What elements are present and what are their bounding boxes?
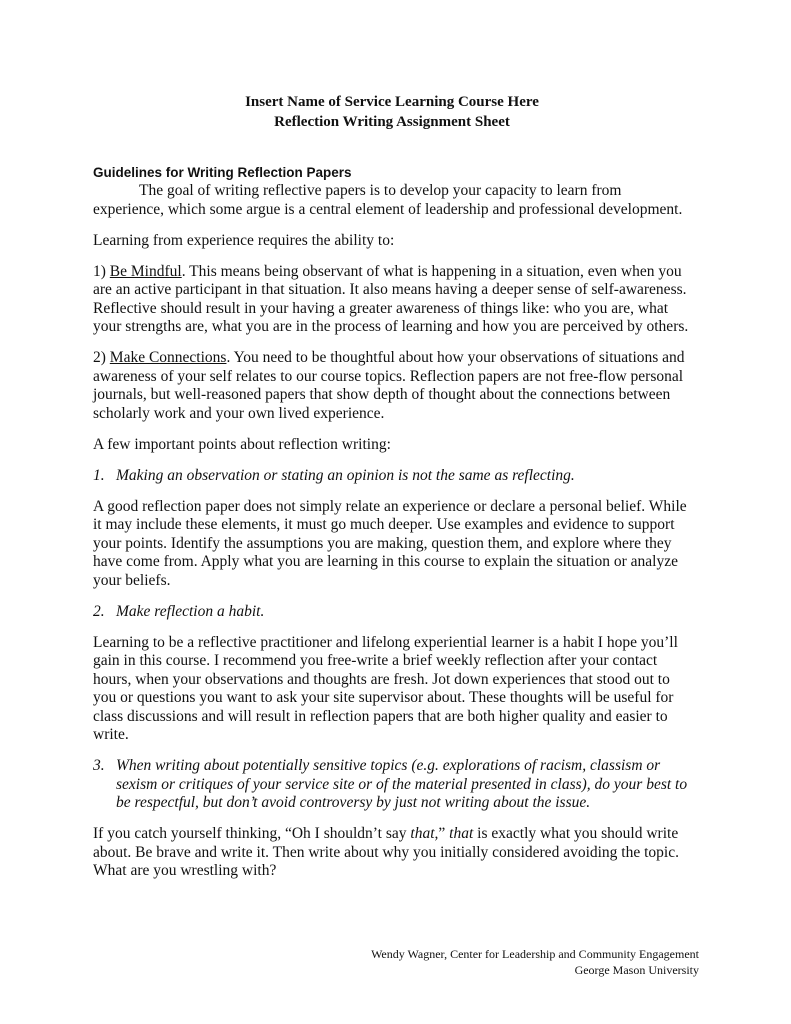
point-number: 1. xyxy=(93,466,105,484)
intro-paragraph: The goal of writing reflective papers is to develop your capacity to learn from experience, which some argue is a central element of leadership and professional development. xyxy=(93,182,683,218)
ability-number: 2) xyxy=(93,349,106,366)
ability-make-connections xyxy=(93,349,691,423)
sheet-title: Reflection Writing Assignment Sheet xyxy=(274,114,510,130)
ability-text: . You need to be thoughtful about how your observations of situations and awareness of your self relates to our course topics. Reflection papers are not free-flow personal journals, but well-reasoned papers that show depth of thought about the connections between scholarly work and your own lived experience. xyxy=(93,349,685,422)
point-number: 3. xyxy=(93,757,105,774)
ability-be-mindful xyxy=(93,263,691,337)
ability-intro: Learning from experience requires the ability to: xyxy=(93,231,395,249)
closing-text: is exactly what you should write about. Be brave and write it. Then write about why you initially considered avoiding the topic. What are you wrestling with? xyxy=(93,825,679,879)
point-1-body: A good reflection paper does not simply relate an experience or declare a personal belief. While it may include these elements, it must go much deeper. Use examples and evidence to support your points. Identify the assumptions you are making, question them, and explore where they have come from. Apply what you are learning in this course to explain the situation or analyze your beliefs. xyxy=(93,497,687,589)
ability-title: Make Connections xyxy=(109,349,227,366)
points-intro: A few important points about reflection writing: xyxy=(93,435,391,453)
point-number: 2. xyxy=(93,602,105,620)
footer-author: Wendy Wagner, Center for Leadership and Community Engagement xyxy=(371,947,699,961)
ability-number: 1) xyxy=(93,262,106,280)
point-title: Make reflection a habit. xyxy=(116,602,265,620)
point-1-heading xyxy=(93,467,691,486)
point-title: Making an observation or stating an opinion is not the same as reflecting. xyxy=(116,466,575,484)
closing-text: ” xyxy=(438,825,450,842)
point-2-body: Learning to be a reflective practitioner and lifelong experiential learner is a habit I hope you’ll gain in this course. I recommend you free-write a brief weekly reflection after your contact hours, when your observations and thoughts are fresh. Jot down experiences that stood out to you or questions you want to ask your site supervisor about. These thoughts will be useful for class discussions and will result in reflection papers that are both higher quality and easier to write. xyxy=(93,633,678,743)
ability-title: Be Mindful xyxy=(109,262,182,280)
guidelines-heading: Guidelines for Writing Reflection Papers xyxy=(93,165,352,180)
closing-paragraph xyxy=(93,825,691,881)
page-footer xyxy=(371,946,699,978)
course-title: Insert Name of Service Learning Course Here xyxy=(245,94,539,110)
point-title: When writing about potentially sensitive topics (e.g. explorations of racism, classism or sexism or critiques of your service site or of the material presented in class), do your best to be respectful, but don’t avoid controversy by just not writing about the issue. xyxy=(116,757,688,811)
point-3-heading xyxy=(93,757,691,813)
closing-emphasis: that xyxy=(449,825,474,842)
footer-university: George Mason University xyxy=(574,963,699,977)
ability-text: . This means being observant of what is happening in a situation, even when you are an active participant in that situation. It also means having a deeper sense of self-awareness. Reflective should result in your having a greater awareness of things like: who you are, what your strengths are, what you are in the process of learning and how you are perceived by others. xyxy=(93,262,689,335)
closing-text: If you catch yourself thinking, “Oh I shouldn’t say xyxy=(93,825,411,842)
closing-emphasis: that, xyxy=(410,825,439,842)
point-2-heading xyxy=(93,603,691,622)
